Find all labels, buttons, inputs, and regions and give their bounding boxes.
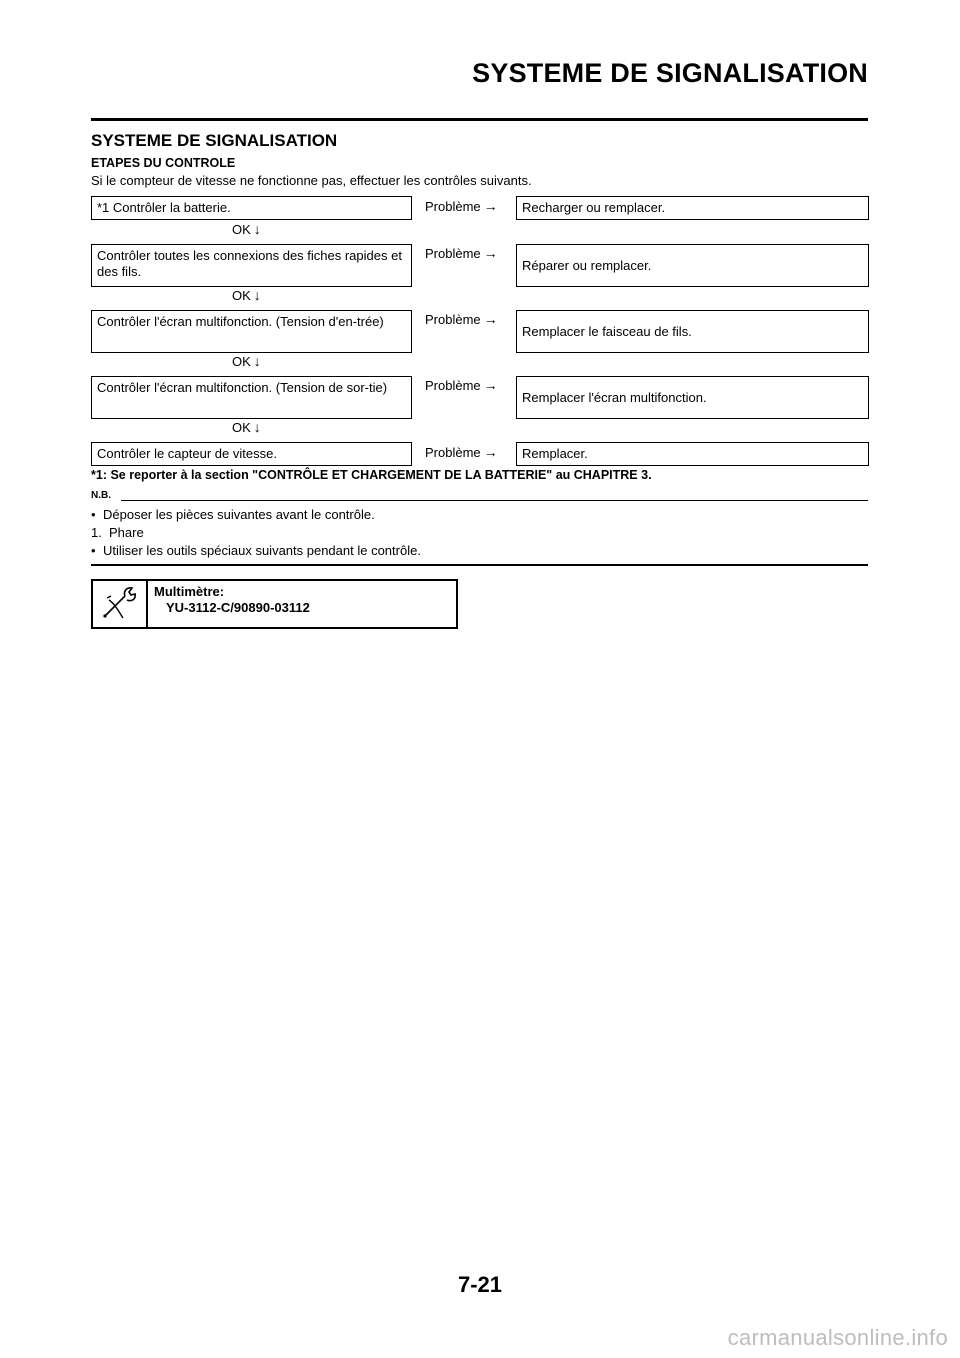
action-box-1: Recharger ou remplacer.	[516, 196, 869, 220]
action-box-5: Remplacer.	[516, 442, 869, 466]
check-box-4: Contrôler l'écran multifonction. (Tension de sor-tie)	[91, 376, 412, 419]
header-title: SYSTEME DE SIGNALISATION	[472, 58, 868, 88]
wrench-probe-icon	[93, 581, 148, 627]
sub-title: ETAPES DU CONTROLE	[91, 156, 236, 170]
special-tool-box	[91, 579, 458, 629]
tool-name: Multimètre:	[154, 584, 225, 599]
down-arrow-icon: ↓	[253, 419, 261, 435]
action-box-4: Remplacer l'écran multifonction.	[516, 376, 869, 419]
down-arrow-icon: ↓	[253, 221, 261, 237]
page-number: 7-21	[457, 1272, 503, 1297]
down-arrow-icon: ↓	[253, 353, 261, 369]
note-item-1: • Déposer les pièces suivantes avant le contrôle.	[91, 507, 375, 522]
right-arrow-icon: →	[483, 311, 498, 327]
right-arrow-icon: →	[483, 198, 498, 214]
right-arrow-icon: →	[483, 444, 498, 460]
down-arrow-icon: ↓	[253, 287, 261, 303]
check-box-3: Contrôler l'écran multifonction. (Tension d'en-trée)	[91, 310, 412, 353]
check-box-2: Contrôler toutes les connexions des fiches rapides et des fils.	[91, 244, 412, 287]
problem-label-5: Problème →	[425, 444, 498, 460]
tool-info	[148, 581, 316, 627]
action-box-2: Réparer ou remplacer.	[516, 244, 869, 287]
ok-label-1: OK ↓	[232, 221, 261, 237]
problem-label-4: Problème →	[425, 377, 498, 393]
problem-label-3: Problème →	[425, 311, 498, 327]
header-rule	[91, 118, 868, 121]
right-arrow-icon: →	[483, 245, 498, 261]
watermark: carmanualsonline.info	[727, 1325, 948, 1350]
note-label: N.B.	[91, 490, 111, 501]
note-bottom-rule	[91, 564, 868, 566]
problem-label-2: Problème →	[425, 245, 498, 261]
ok-label-3: OK ↓	[232, 353, 261, 369]
ok-label-4: OK ↓	[232, 419, 261, 435]
problem-label-1: Problème →	[425, 198, 498, 214]
action-box-3: Remplacer le faisceau de fils.	[516, 310, 869, 353]
note-item-3: • Utiliser les outils spéciaux suivants pendant le contrôle.	[91, 543, 421, 558]
note-item-2: 1. Phare	[91, 525, 144, 540]
intro-text: Si le compteur de vitesse ne fonctionne pas, effectuer les contrôles suivants.	[91, 173, 532, 188]
section-title: SYSTEME DE SIGNALISATION	[91, 131, 338, 150]
footnote: *1: Se reporter à la section "CONTRÔLE ET CHARGEMENT DE LA BATTERIE" au CHAPITRE 3.	[91, 468, 652, 482]
tool-code: YU-3112-C/90890-03112	[166, 600, 310, 615]
ok-label-2: OK ↓	[232, 287, 261, 303]
check-box-1: *1 Contrôler la batterie.	[91, 196, 412, 220]
check-box-5: Contrôler le capteur de vitesse.	[91, 442, 412, 466]
right-arrow-icon: →	[483, 377, 498, 393]
note-top-rule	[121, 500, 868, 501]
